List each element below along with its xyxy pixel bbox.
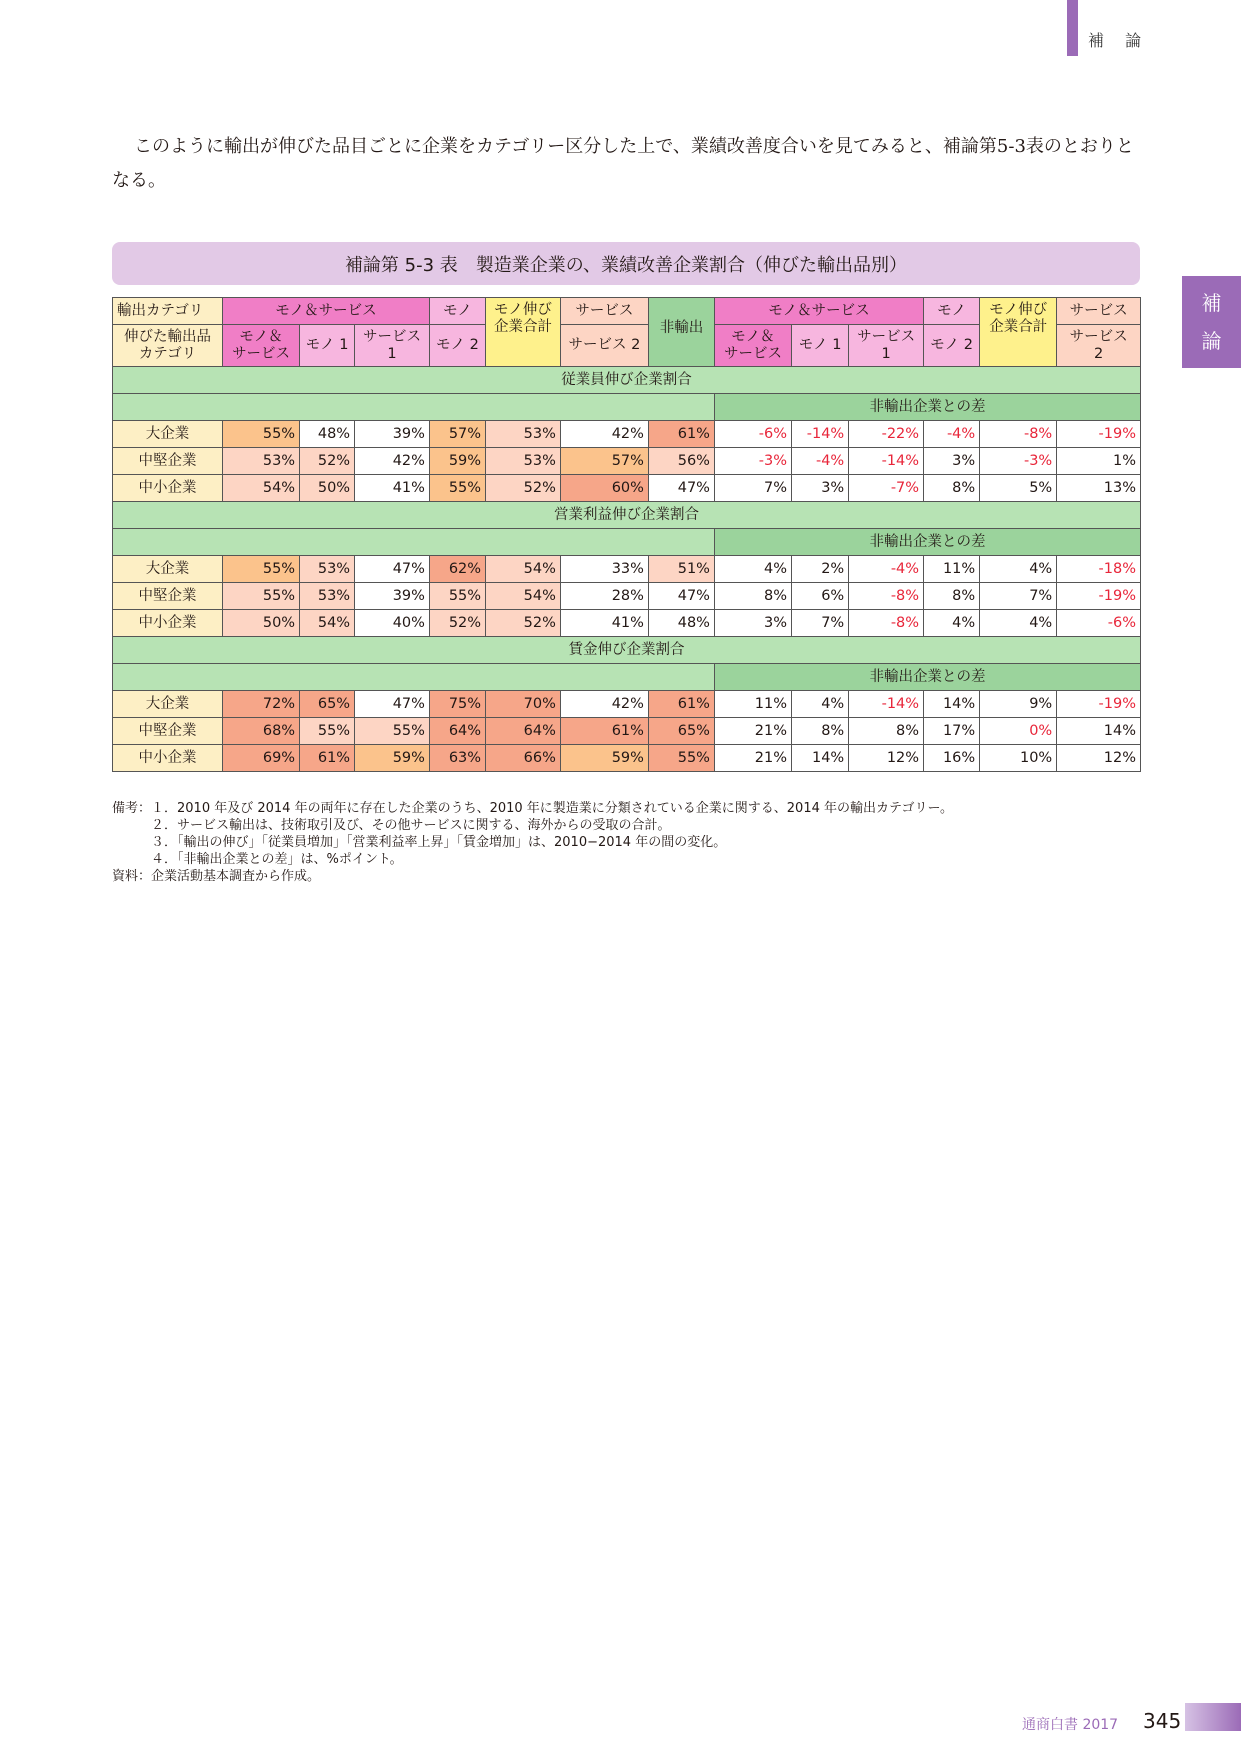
value-cell: 55%	[648, 745, 714, 772]
footer-book-title: 通商白書 2017	[1022, 1717, 1119, 1733]
header-service1: サービス 1	[355, 325, 430, 367]
intro-paragraph: このように輸出が伸びた品目ごとに企業をカテゴリー区分した上で、業績改善度合いを見てみると、補論第5-3表のとおりとなる。	[112, 136, 1134, 191]
footer-accent-bar	[1185, 1703, 1241, 1731]
value-cell: 48%	[648, 610, 714, 637]
value-cell: 52%	[486, 475, 561, 502]
header-mono: モノ	[429, 298, 485, 325]
header-non-export: 非輸出	[648, 298, 714, 367]
side-tab-char-1: 補	[1201, 291, 1222, 315]
value-cell: 64%	[429, 718, 485, 745]
value-cell: 72%	[223, 691, 300, 718]
value-cell: 64%	[486, 718, 561, 745]
diff-cell: -6%	[1057, 610, 1141, 637]
diff-cell: -19%	[1057, 691, 1141, 718]
diff-cell: -18%	[1057, 556, 1141, 583]
header-mono-total-label: 企業合計	[493, 319, 552, 335]
value-cell: 28%	[560, 583, 648, 610]
header-mono-nobi: モノ伸び	[494, 302, 552, 318]
header-ms: モノ＆ サービス	[223, 325, 300, 367]
header-mono1-right: モノ 1	[792, 325, 849, 367]
section-spacer	[113, 664, 715, 691]
value-cell: 39%	[355, 421, 430, 448]
diff-header: 非輸出企業との差	[714, 394, 1140, 421]
diff-cell: -19%	[1057, 583, 1141, 610]
header-service: サービス	[560, 298, 648, 325]
side-tab-char-2: 論	[1201, 329, 1222, 353]
note-1: 備考：１．2010 年及び 2014 年の両年に存在した企業のうち、2010 年に製造業に分類されている企業に関する、2014 年の輸出カテゴリー。	[112, 801, 953, 816]
value-cell: 48%	[300, 421, 355, 448]
value-cell: 52%	[486, 610, 561, 637]
diff-cell: 8%	[924, 583, 980, 610]
diff-cell: 21%	[714, 718, 791, 745]
value-cell: 42%	[560, 691, 648, 718]
value-cell: 61%	[560, 718, 648, 745]
value-cell: 40%	[355, 610, 430, 637]
row-label: 中堅企業	[113, 718, 223, 745]
row-label: 中小企業	[113, 745, 223, 772]
diff-cell: 14%	[1057, 718, 1141, 745]
diff-cell: 6%	[792, 583, 849, 610]
diff-cell: 4%	[714, 556, 791, 583]
note-4: ４．「非輸出企業との差」は、%ポイント。	[112, 852, 403, 867]
value-cell: 33%	[560, 556, 648, 583]
value-cell: 57%	[429, 421, 485, 448]
table-row	[113, 475, 1141, 502]
value-cell: 66%	[486, 745, 561, 772]
header-mono-total-right	[980, 298, 1057, 367]
table-row	[113, 583, 1141, 610]
diff-cell: -8%	[849, 583, 924, 610]
diff-cell: 8%	[849, 718, 924, 745]
value-cell: 55%	[429, 583, 485, 610]
value-cell: 51%	[648, 556, 714, 583]
diff-cell: -8%	[980, 421, 1057, 448]
value-cell: 55%	[223, 583, 300, 610]
section-title: 営業利益伸び企業割合	[113, 502, 1141, 529]
diff-cell: 7%	[714, 475, 791, 502]
diff-cell: 1%	[1057, 448, 1141, 475]
header-mono-service: モノ＆サービス	[223, 298, 430, 325]
header-accent-bar	[1067, 0, 1078, 56]
diff-cell: 4%	[980, 610, 1057, 637]
value-cell: 70%	[486, 691, 561, 718]
note-3: ３．「輸出の伸び」「従業員増加」「営業利益率上昇」「賃金増加」は、2010−2014 年の間の変化。	[112, 835, 727, 850]
value-cell: 63%	[429, 745, 485, 772]
diff-cell: 5%	[980, 475, 1057, 502]
diff-cell: 9%	[980, 691, 1057, 718]
header-export-item-category: 伸びた輸出品 カテゴリ	[113, 325, 223, 367]
diff-cell: -14%	[849, 448, 924, 475]
row-label: 大企業	[113, 421, 223, 448]
value-cell: 54%	[300, 610, 355, 637]
row-label: 大企業	[113, 556, 223, 583]
diff-cell: 12%	[849, 745, 924, 772]
notes	[112, 800, 953, 885]
diff-cell: 8%	[792, 718, 849, 745]
header-service2-right: サービス 2	[1057, 325, 1141, 367]
diff-cell: 21%	[714, 745, 791, 772]
value-cell: 55%	[223, 556, 300, 583]
running-header: 補 論	[1088, 31, 1150, 50]
table-row	[113, 718, 1141, 745]
header-mono1: モノ 1	[300, 325, 355, 367]
value-cell: 60%	[560, 475, 648, 502]
section-title: 賃金伸び企業割合	[113, 637, 1141, 664]
diff-cell: -4%	[849, 556, 924, 583]
value-cell: 42%	[355, 448, 430, 475]
diff-header: 非輸出企業との差	[714, 664, 1140, 691]
header-mono2: モノ 2	[429, 325, 485, 367]
value-cell: 61%	[648, 691, 714, 718]
value-cell: 55%	[300, 718, 355, 745]
value-cell: 69%	[223, 745, 300, 772]
diff-header: 非輸出企業との差	[714, 529, 1140, 556]
value-cell: 54%	[486, 583, 561, 610]
diff-cell: 11%	[714, 691, 791, 718]
diff-cell: -3%	[980, 448, 1057, 475]
value-cell: 52%	[300, 448, 355, 475]
diff-cell: 7%	[980, 583, 1057, 610]
value-cell: 62%	[429, 556, 485, 583]
value-cell: 53%	[223, 448, 300, 475]
diff-cell: 3%	[792, 475, 849, 502]
diff-cell: 4%	[924, 610, 980, 637]
value-cell: 56%	[648, 448, 714, 475]
header-service-right: サービス	[1057, 298, 1141, 325]
section-spacer	[113, 529, 715, 556]
diff-cell: -19%	[1057, 421, 1141, 448]
value-cell: 53%	[300, 583, 355, 610]
note-2: ２．サービス輸出は、技術取引及び、その他サービスに関する、海外からの受取の合計。	[112, 818, 671, 833]
diff-cell: -22%	[849, 421, 924, 448]
diff-cell: 0%	[980, 718, 1057, 745]
diff-cell: -3%	[714, 448, 791, 475]
table-title: 補論第 5-3 表 製造業企業の、業績改善企業割合（伸びた輸出品別）	[112, 242, 1140, 285]
header-mono-total	[486, 298, 561, 367]
diff-cell: 7%	[792, 610, 849, 637]
value-cell: 54%	[223, 475, 300, 502]
value-cell: 52%	[429, 610, 485, 637]
diff-cell: 8%	[924, 475, 980, 502]
header-category: 輸出カテゴリ	[113, 298, 223, 325]
header-service2: サービス 2	[560, 325, 648, 367]
value-cell: 55%	[355, 718, 430, 745]
side-tab[interactable]	[1182, 276, 1241, 368]
value-cell: 53%	[486, 421, 561, 448]
value-cell: 59%	[560, 745, 648, 772]
diff-cell: 11%	[924, 556, 980, 583]
page-number: 345	[1143, 1709, 1182, 1733]
value-cell: 39%	[355, 583, 430, 610]
diff-cell: -4%	[792, 448, 849, 475]
row-label: 中小企業	[113, 610, 223, 637]
value-cell: 61%	[300, 745, 355, 772]
value-cell: 50%	[223, 610, 300, 637]
diff-cell: 16%	[924, 745, 980, 772]
table-row	[113, 448, 1141, 475]
value-cell: 59%	[429, 448, 485, 475]
diff-cell: 14%	[924, 691, 980, 718]
value-cell: 47%	[355, 691, 430, 718]
value-cell: 47%	[648, 475, 714, 502]
diff-cell: 12%	[1057, 745, 1141, 772]
value-cell: 53%	[300, 556, 355, 583]
section-spacer	[113, 394, 715, 421]
diff-cell: 4%	[980, 556, 1057, 583]
value-cell: 55%	[223, 421, 300, 448]
diff-cell: -8%	[849, 610, 924, 637]
section-title: 従業員伸び企業割合	[113, 367, 1141, 394]
diff-cell: -6%	[714, 421, 791, 448]
diff-cell: 2%	[792, 556, 849, 583]
diff-cell: 10%	[980, 745, 1057, 772]
header-mono-service-right: モノ＆サービス	[714, 298, 923, 325]
value-cell: 41%	[355, 475, 430, 502]
value-cell: 54%	[486, 556, 561, 583]
value-cell: 42%	[560, 421, 648, 448]
diff-cell: 8%	[714, 583, 791, 610]
value-cell: 75%	[429, 691, 485, 718]
header-mono2-right: モノ 2	[924, 325, 980, 367]
table-row	[113, 691, 1141, 718]
table-row	[113, 421, 1141, 448]
header-service1-right: サービス 1	[849, 325, 924, 367]
header-mono-total-label-right: 企業合計	[989, 319, 1048, 335]
row-label: 大企業	[113, 691, 223, 718]
value-cell: 55%	[429, 475, 485, 502]
row-label: 中堅企業	[113, 448, 223, 475]
value-cell: 68%	[223, 718, 300, 745]
table-row	[113, 556, 1141, 583]
table-row	[113, 745, 1141, 772]
header-mono-nobi-right: モノ伸び	[989, 302, 1048, 318]
row-label: 中堅企業	[113, 583, 223, 610]
diff-cell: -7%	[849, 475, 924, 502]
header-mono-right: モノ	[924, 298, 980, 325]
value-cell: 53%	[486, 448, 561, 475]
value-cell: 41%	[560, 610, 648, 637]
diff-cell: 13%	[1057, 475, 1141, 502]
value-cell: 65%	[648, 718, 714, 745]
value-cell: 47%	[648, 583, 714, 610]
row-label: 中小企業	[113, 475, 223, 502]
diff-cell: 3%	[924, 448, 980, 475]
table-row	[113, 610, 1141, 637]
diff-cell: -14%	[849, 691, 924, 718]
data-table	[112, 297, 1141, 772]
value-cell: 57%	[560, 448, 648, 475]
value-cell: 47%	[355, 556, 430, 583]
source-note: 資料：企業活動基本調査から作成。	[112, 869, 321, 884]
diff-cell: 4%	[792, 691, 849, 718]
value-cell: 61%	[648, 421, 714, 448]
value-cell: 59%	[355, 745, 430, 772]
header-ms-right: モノ＆ サービス	[714, 325, 791, 367]
diff-cell: 3%	[714, 610, 791, 637]
value-cell: 65%	[300, 691, 355, 718]
diff-cell: 14%	[792, 745, 849, 772]
diff-cell: -14%	[792, 421, 849, 448]
diff-cell: 17%	[924, 718, 980, 745]
value-cell: 50%	[300, 475, 355, 502]
diff-cell: -4%	[924, 421, 980, 448]
